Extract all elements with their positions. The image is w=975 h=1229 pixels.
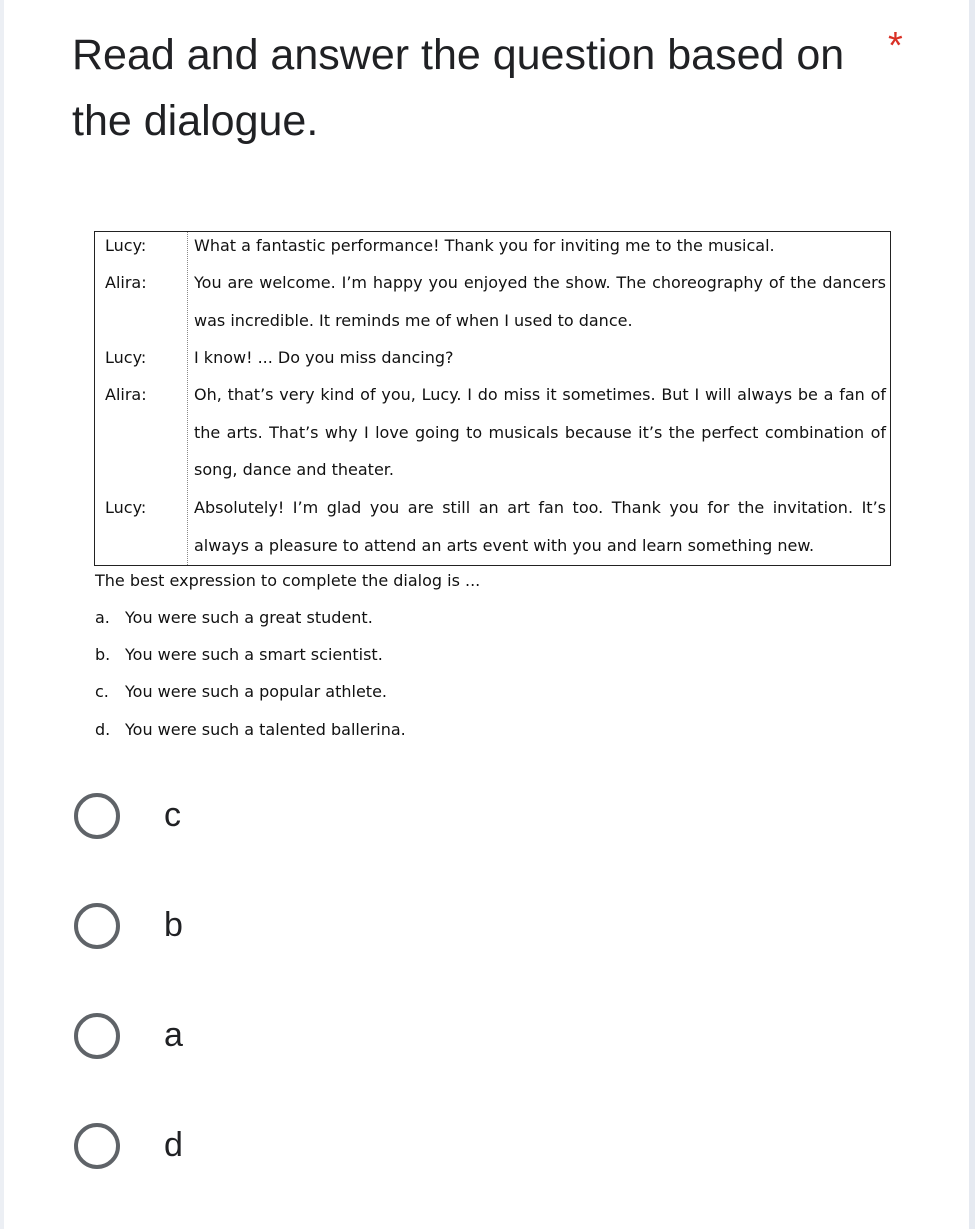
choice-b[interactable] [74,899,274,959]
question-title: Read and answer the question based on the dialogue. [72,31,845,145]
dialogue-line: was incredible. It reminds me of when I used to dance. [194,311,633,330]
dialogue-line: always a pleasure to attend an arts event with you and learn something new. [194,536,815,555]
answer-option [95,607,373,629]
dialogue-line: Oh, that’s very kind of you, Lucy. I do miss it sometimes. But I will always be a fan of [194,385,886,404]
answer-option [95,644,383,666]
option-letter: c. [95,682,109,701]
answer-option [95,719,406,741]
speaker-label: Alira: [105,273,147,292]
dialogue-line: song, dance and theater. [194,460,394,479]
choice-c[interactable] [74,789,274,849]
dialogue-line: You are welcome. I’m happy you enjoyed the show. The choreography of the dancers [194,273,886,292]
choice-a[interactable] [74,1009,274,1069]
choice-label: d [164,1126,183,1164]
choice-d[interactable] [74,1119,274,1179]
radio-button[interactable] [74,793,120,839]
required-asterisk: * [888,25,903,67]
speaker-label: Lucy: [105,498,147,517]
question-prompt: The best expression to complete the dialog is ... [95,571,481,590]
option-letter: a. [95,608,110,627]
speaker-label: Lucy: [105,348,147,367]
dialogue-table [94,231,891,566]
radio-button[interactable] [74,1123,120,1169]
choice-label: b [164,906,183,944]
dialogue-line: What a fantastic performance! Thank you for inviting me to the musical. [194,236,775,255]
choice-label: c [164,796,181,834]
question-image [90,228,910,748]
option-text: You were such a popular athlete. [125,682,388,701]
option-letter: d. [95,720,111,739]
speaker-label: Alira: [105,385,147,404]
question-card [4,0,969,1229]
option-letter: b. [95,645,111,664]
choice-label: a [164,1016,183,1054]
option-text: You were such a smart scientist. [125,645,383,664]
option-text: You were such a talented ballerina. [125,720,406,739]
dialogue-line: I know! ... Do you miss dancing? [194,348,454,367]
table-divider [187,232,188,565]
dialogue-line: Absolutely! I’m glad you are still an art fan too. Thank you for the invitation. It’s [194,498,886,517]
answer-option [95,681,387,703]
right-page-edge [969,0,975,1229]
radio-button[interactable] [74,903,120,949]
speaker-label: Lucy: [105,236,147,255]
option-text: You were such a great student. [125,608,373,627]
radio-button[interactable] [74,1013,120,1059]
dialogue-line: the arts. That’s why I love going to musicals because it’s the perfect combination of [194,423,886,442]
